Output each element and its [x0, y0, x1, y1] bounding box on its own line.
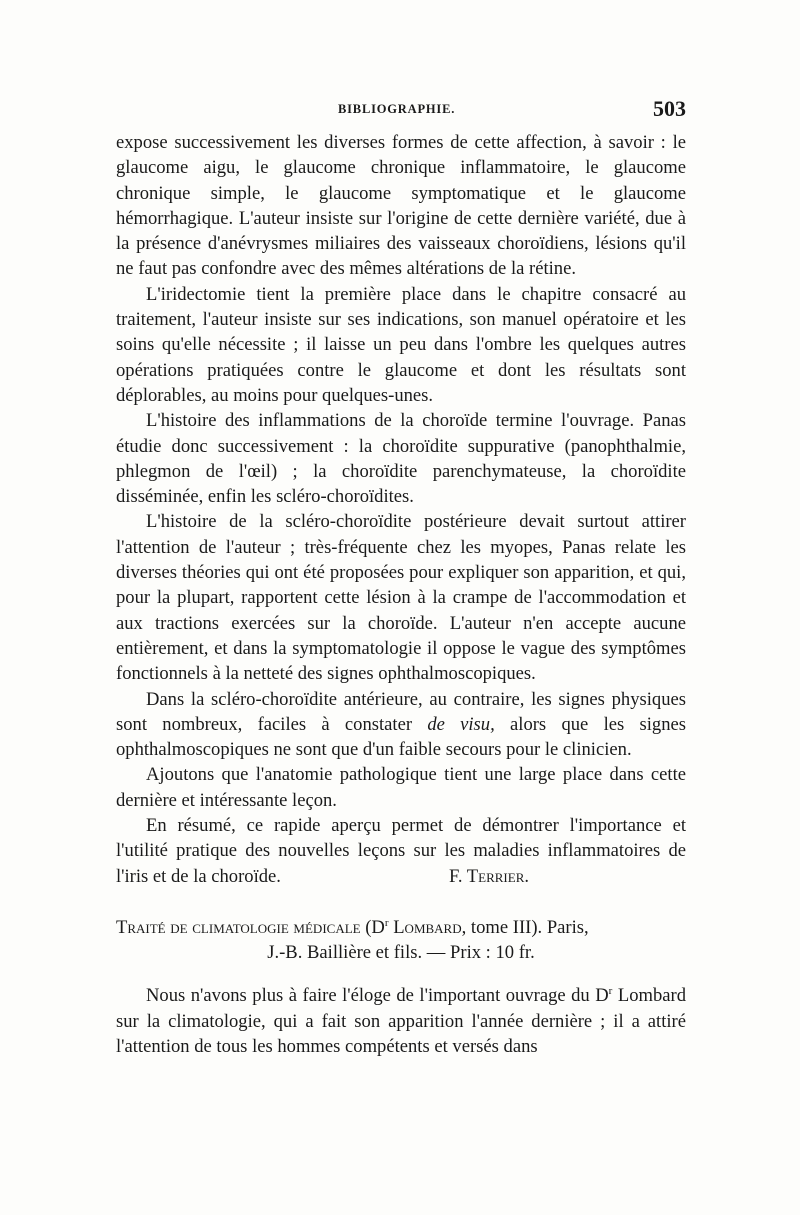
book-author-sup: r	[384, 916, 389, 929]
running-head: BIBLIOGRAPHIE.	[338, 102, 456, 116]
paragraph-iridectomie: L'iridectomie tient la première place dans le chapitre consacré au traitement, l'auteur insiste sur ses indications, son manuel opératoire et les soins qu'elle nécessite ; il laisse un peu dans l'ombre les quelques autres opérations pratiquées contre le glaucome et dont les résultats sont déplorables, au moins pour quelques-unes.	[116, 283, 686, 406]
next-entry-title	[116, 911, 686, 965]
paragraph-anterior-italic: de visu,	[427, 713, 495, 735]
review-body	[116, 979, 686, 1059]
book-page	[116, 96, 686, 1059]
paragraph-review-start	[116, 979, 686, 1059]
book-title: Traité de climatologie médicale	[116, 917, 361, 939]
book-publisher-line: J.-B. Baillière et fils. — Prix : 10 fr.	[267, 942, 535, 964]
paragraph-inflammations: L'histoire des inflammations de la choroïde termine l'ouvrage. Panas étudie donc successivement : la choroïdite suppurative (panophthalmie, phlegmon de l'œil) ; la choroïdite parenchymateuse, la choroïdite disséminée, enfin les scléro-choroïdites.	[116, 410, 686, 508]
paragraph-sclero-posterieure: L'histoire de la scléro-choroïdite postérieure devait surtout attirer l'attention de l'auteur ; très-fréquente chez les myopes, Panas relate les diverses théories qui ont été proposées pour expliquer son apparition, et qui, pour la plupart, rapportent cette lésion à la crampe de l'accommodation et aux tractions exercées sur la choroïde. L'auteur n'en accepte aucune entièrement, et dans la symptomatologie il oppose le vague des symptômes fonctionnels à la netteté des signes ophthalmoscopiques.	[116, 511, 686, 685]
book-author-open: (D	[360, 917, 385, 939]
review-start-after: Lombard sur la climatologie, qui a fait son apparition l'année dernière ; il a attiré l'attention de tous les hommes compétents et versés dans	[116, 985, 687, 1057]
book-author-name: Lombard,	[388, 917, 467, 939]
page-header	[116, 96, 686, 130]
page-number: 503	[653, 96, 686, 121]
review-signature: F. Terrier.	[448, 865, 530, 887]
paragraph-anatomie: Ajoutons que l'anatomie pathologique tient une large place dans cette dernière et intéressante leçon.	[116, 764, 686, 811]
paragraph-anterior-after: alors que les signes ophthalmoscopiques ne sont que d'un faible secours pour le clinicien.	[116, 713, 686, 761]
review-start-sup: r	[608, 985, 613, 998]
paragraph-glaucome: expose successivement les diverses formes de cette affection, à savoir : le glaucome aigu, le glaucome chronique inflammatoire, le glaucome chronique simple, le glaucome symptomatique et le glaucome hémorrhagique. L'auteur insiste sur l'origine de cette dernière variété, due à la présence d'anévrysmes miliaires des vaisseaux choroïdiens, lésions qu'il ne faut pas confondre avec des mêmes altérations de la rétine.	[116, 132, 686, 280]
book-title-rest: tome III). Paris,	[466, 917, 589, 939]
paragraph-conclusion	[116, 813, 686, 889]
conclusion-text: En résumé, ce rapide aperçu permet de démontrer l'importance et l'utilité pratique des nouvelles leçons sur les maladies inflammatoires de l'iris et de la choroïde.	[116, 815, 686, 887]
review-start-before: Nous n'avons plus à faire l'éloge de l'important ouvrage du D	[146, 985, 609, 1007]
paragraph-sclero-anterieure	[116, 687, 686, 763]
body-text	[116, 130, 686, 889]
paragraph-anterior-before: Dans la scléro-choroïdite antérieure, au contraire, les signes physiques sont nombreux, faciles à constater	[116, 688, 686, 735]
